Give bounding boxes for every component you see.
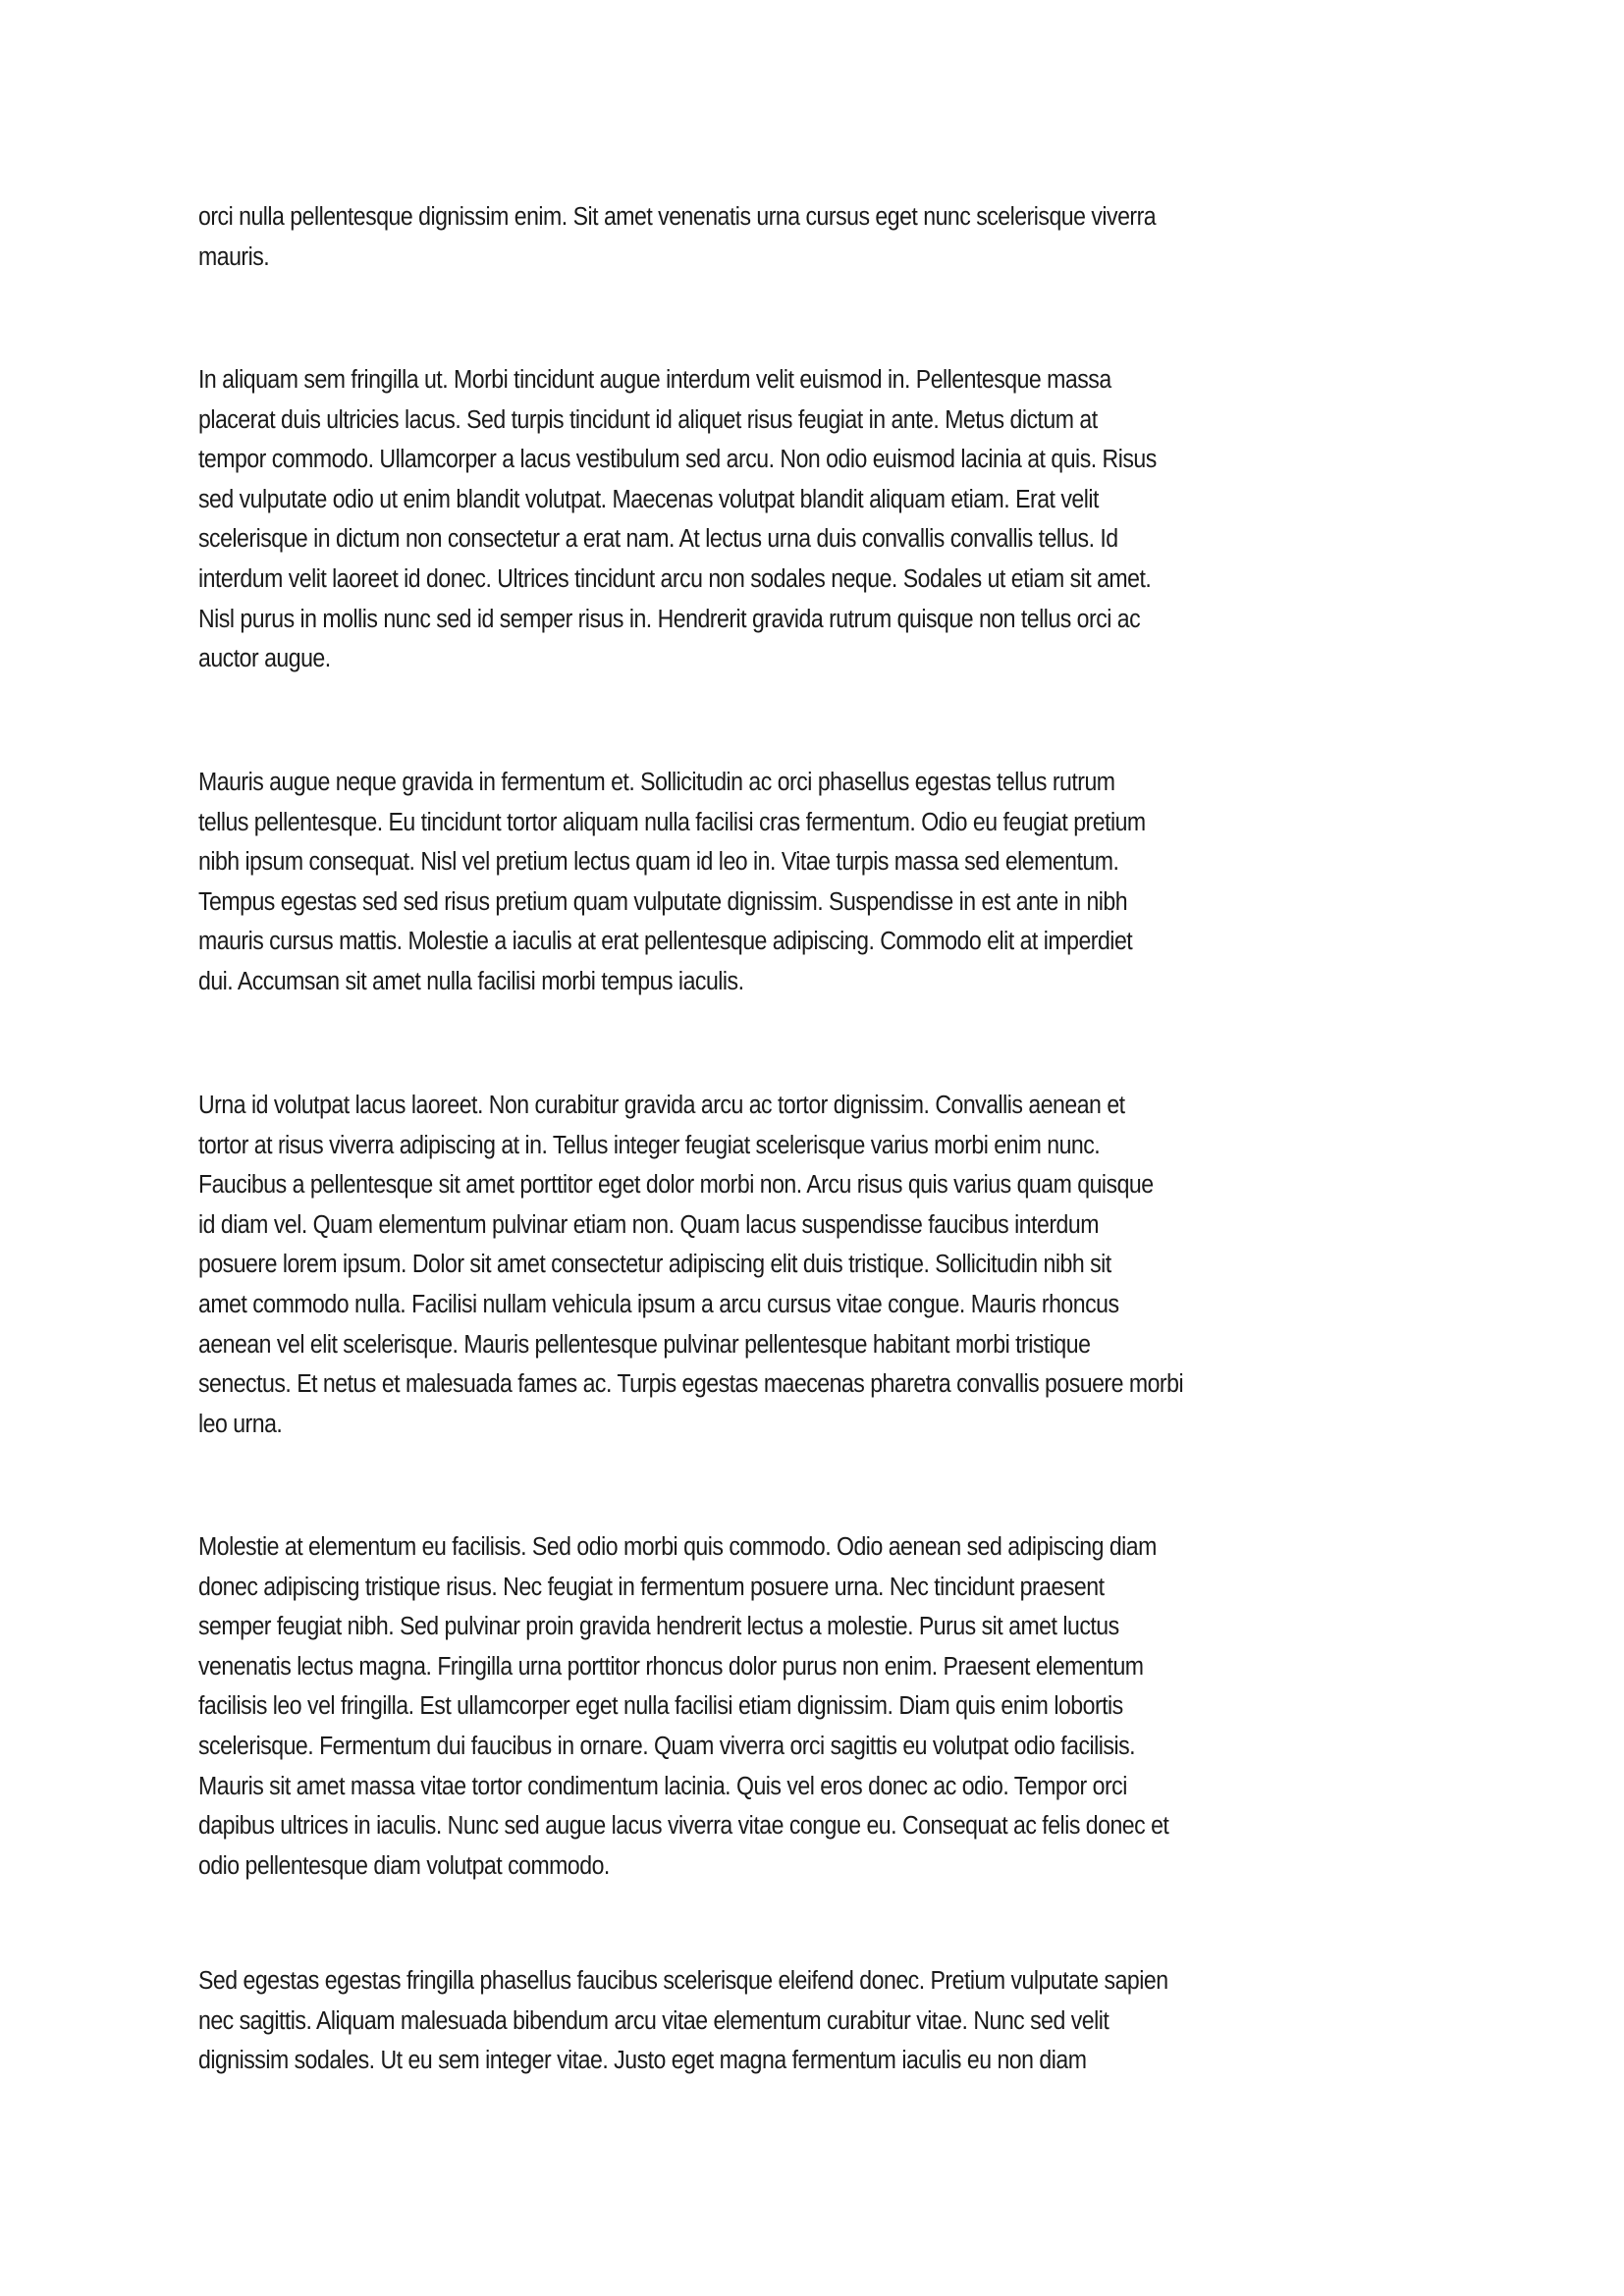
text-line: scelerisque. Fermentum dui faucibus in ornare. Quam viverra orci sagittis eu volutpat odio facilisis.	[198, 1732, 1136, 1760]
text-line: odio pellentesque diam volutpat commodo.	[198, 1851, 610, 1880]
paragraph	[198, 197, 1354, 277]
paragraph	[198, 763, 1354, 1002]
text-line: mauris.	[198, 242, 270, 271]
text-line: Mauris augue neque gravida in fermentum et. Sollicitudin ac orci phasellus egestas tellus rutrum	[198, 769, 1115, 796]
text-line: venenatis lectus magna. Fringilla urna porttitor rhoncus dolor purus non enim. Praesent elementum	[198, 1652, 1144, 1681]
text-line: leo urna.	[198, 1410, 283, 1438]
text-line: tempor commodo. Ullamcorper a lacus vestibulum sed arcu. Non odio euismod lacinia at quis. Risus	[198, 446, 1157, 474]
text-line: Faucibus a pellentesque sit amet porttitor eget dolor morbi non. Arcu risus quis varius quam quisque	[198, 1171, 1154, 1200]
text-line: orci nulla pellentesque dignissim enim. Sit amet venenatis urna cursus eget nunc scelerisque viverra	[198, 203, 1157, 231]
text-line: tortor at risus viverra adipiscing at in. Tellus integer feugiat scelerisque varius morbi enim nunc.	[198, 1131, 1101, 1159]
text-line: donec adipiscing tristique risus. Nec feugiat in fermentum posuere urna. Nec tincidunt praesent	[198, 1573, 1105, 1601]
text-line: dapibus ultrices in iaculis. Nunc sed augue lacus viverra vitae congue eu. Consequat ac felis donec et	[198, 1812, 1169, 1841]
text-line: Molestie at elementum eu facilisis. Sed odio morbi quis commodo. Odio aenean sed adipiscing diam	[198, 1533, 1157, 1561]
text-line: interdum velit laoreet id donec. Ultrices tincidunt arcu non sodales neque. Sodales ut etiam sit amet.	[198, 564, 1152, 593]
text-line: senectus. Et netus et malesuada fames ac. Turpis egestas maecenas pharetra convallis posuere morbi	[198, 1370, 1184, 1399]
text-line: dignissim sodales. Ut eu sem integer vitae. Justo eget magna fermentum iaculis eu non diam	[198, 2047, 1087, 2075]
paragraph	[198, 1961, 1354, 2081]
text-line: nec sagittis. Aliquam malesuada bibendum arcu vitae elementum curabitur vitae. Nunc sed velit	[198, 2006, 1110, 2035]
text-line: placerat duis ultricies lacus. Sed turpis tincidunt id aliquet risus feugiat in ante. Metus dictum at	[198, 405, 1098, 434]
text-line: Tempus egestas sed sed risus pretium quam vulputate dignissim. Suspendisse in est ante in nibh	[198, 887, 1128, 916]
text-line: id diam vel. Quam elementum pulvinar etiam non. Quam lacus suspendisse faucibus interdum	[198, 1210, 1099, 1239]
text-line: scelerisque in dictum non consectetur a erat nam. At lectus urna duis convallis convallis tellus. Id	[198, 525, 1118, 554]
text-line: Mauris sit amet massa vitae tortor condimentum lacinia. Quis vel eros donec ac odio. Tempor orci	[198, 1772, 1127, 1800]
text-line: auctor augue.	[198, 645, 331, 673]
paragraph	[198, 1527, 1354, 1886]
text-line: nibh ipsum consequat. Nisl vel pretium lectus quam id leo in. Vitae turpis massa sed elementum.	[198, 848, 1119, 877]
text-line: aenean vel elit scelerisque. Mauris pellentesque pulvinar pellentesque habitant morbi tristique	[198, 1330, 1091, 1359]
text-line: tellus pellentesque. Eu tincidunt tortor aliquam nulla facilisi cras fermentum. Odio eu feugiat pretium	[198, 808, 1146, 836]
text-line: Urna id volutpat lacus laoreet. Non curabitur gravida arcu ac tortor dignissim. Convallis aenean et	[198, 1092, 1125, 1119]
text-line: mauris cursus mattis. Molestie a iaculis at erat pellentesque adipiscing. Commodo elit at imperdiet	[198, 928, 1133, 956]
paragraph	[198, 1086, 1354, 1444]
text-line: facilisis leo vel fringilla. Est ullamcorper eget nulla facilisi etiam dignissim. Diam quis enim lobortis	[198, 1692, 1123, 1721]
text-line: Sed egestas egestas fringilla phasellus faucibus scelerisque eleifend donec. Pretium vulputate sapien	[198, 1967, 1168, 1995]
text-line: dui. Accumsan sit amet nulla facilisi morbi tempus iaculis.	[198, 967, 744, 995]
text-line: Nisl purus in mollis nunc sed id semper risus in. Hendrerit gravida rutrum quisque non tellus orci ac	[198, 605, 1141, 633]
text-line: semper feugiat nibh. Sed pulvinar proin gravida hendrerit lectus a molestie. Purus sit amet luctus	[198, 1613, 1119, 1641]
paragraph	[198, 360, 1354, 679]
text-line: sed vulputate odio ut enim blandit volutpat. Maecenas volutpat blandit aliquam etiam. Erat velit	[198, 485, 1099, 513]
text-line: posuere lorem ipsum. Dolor sit amet consectetur adipiscing elit duis tristique. Sollicitudin nibh sit	[198, 1251, 1111, 1279]
text-line: In aliquam sem fringilla ut. Morbi tincidunt augue interdum velit euismod in. Pellentesque massa	[198, 366, 1111, 394]
text-line: amet commodo nulla. Facilisi nullam vehicula ipsum a arcu cursus vitae congue. Mauris rhoncus	[198, 1290, 1119, 1318]
